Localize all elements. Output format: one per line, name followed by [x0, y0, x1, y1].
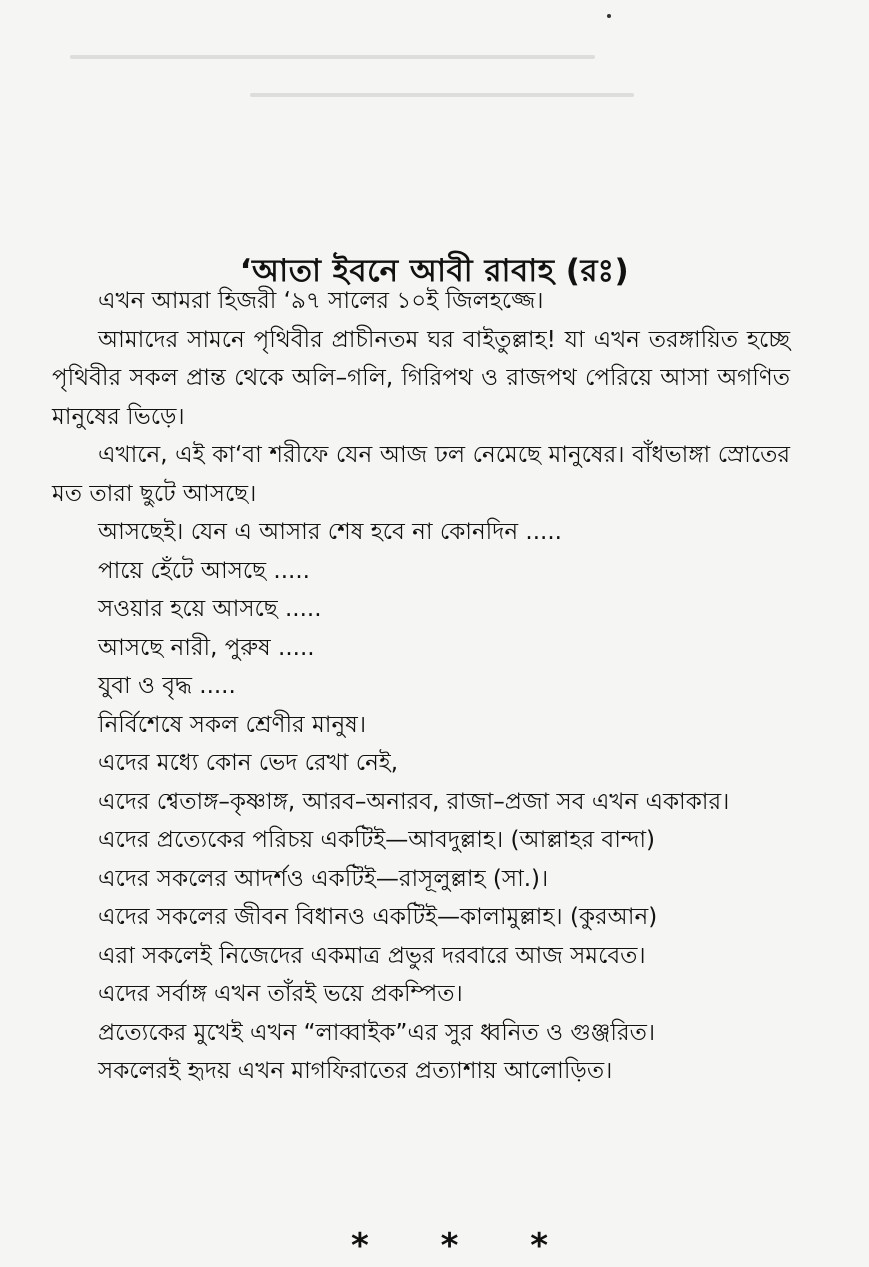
- paragraph: এরা সকলেই নিজেদের একমাত্র প্রভুর দরবারে আজ সমবেত।: [98, 942, 646, 969]
- paragraph: আসছে নারী, পুরুষ .....: [98, 634, 315, 661]
- paragraph: সওয়ার হয়ে আসছে .....: [98, 596, 322, 622]
- paragraph: যুবা ও বৃদ্ধ .....: [98, 673, 236, 699]
- paragraph: আমাদের সামনে পৃথিবীর প্রাচীনতম ঘর বাইতুল্লাহ! যা এখন তরঙ্গায়িত হচ্ছে পৃথিবীর সকল প্রান্ত থেকে অলি–গলি, গিরিপথ ও রাজপথ পেরিয়ে আসা অগণিত মানুষের ভিড়ে।: [52, 326, 790, 430]
- paragraph: এদের সর্বাঙ্গ এখন তাঁরই ভয়ে প্রকম্পিত।: [98, 981, 463, 1007]
- paragraph: এদের মধ্যে কোন ভেদ রেখা নেই,: [98, 750, 399, 776]
- paragraph: এদের সকলের আদর্শও একটিই—রাসূলুল্লাহ (সা.)।: [98, 865, 549, 892]
- paragraph: প্রত্যেকের মুখেই এখন “লাব্বাইক”এর সুর ধ্বনিত ও গুঞ্জরিত।: [98, 1019, 656, 1046]
- paragraph: আসছেই। যেন এ আসার শেষ হবে না কোনদিন .....: [98, 519, 562, 545]
- paragraph: সকলেরই হৃদয় এখন মাগফিরাতের প্রত্যাশায় আলোড়িত।: [98, 1058, 613, 1084]
- paragraph: এদের সকলের জীবন বিধানও একটিই—কালামুল্লাহ। (কুরআন): [98, 904, 658, 930]
- paragraph: এখানে, এই কা‘বা শরীফে যেন আজ ঢল নেমেছে মানুষের। বাঁধভাঙ্গা স্রোতের মত তারা ছুটে আসছে।: [52, 442, 790, 507]
- paragraph: এদের শ্বেতাঙ্গ–কৃষ্ণাঙ্গ, আরব–অনারব, রাজা–প্রজা সব এখন একাকার।: [98, 788, 730, 815]
- chapter-title: ‘আতা ইবনে আবী রাবাহ (রঃ): [239, 252, 630, 289]
- section-break-asterisks: * * *: [350, 1226, 578, 1266]
- paragraph: পায়ে হেঁটে আসছে .....: [98, 557, 310, 584]
- show-through-text: [70, 55, 710, 165]
- print-speck: [607, 14, 611, 18]
- body-text: [52, 282, 790, 1091]
- paragraph: এখন আমরা হিজরী ‘৯৭ সালের ১০ই জিলহজ্জে।: [98, 288, 544, 314]
- paragraph: এদের প্রত্যেকের পরিচয় একটিই—আবদুল্লাহ। (আল্লাহর বান্দা): [98, 827, 656, 853]
- paragraph: নির্বিশেষে সকল শ্রেণীর মানুষ।: [98, 711, 367, 738]
